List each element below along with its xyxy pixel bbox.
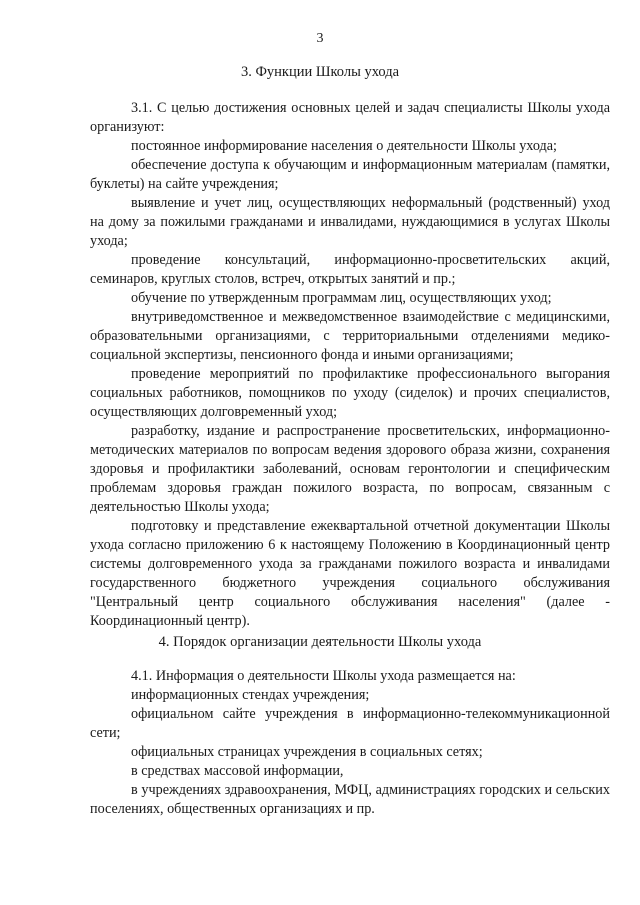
paragraph: обеспечение доступа к обучающим и информационным материалам (памятки, буклеты) на сайте учреждения; — [90, 157, 610, 192]
paragraph: 4.1. Информация о деятельности Школы ухода размещается на: — [131, 668, 516, 684]
section-4-body — [90, 667, 610, 819]
paragraph: официальных страницах учреждения в социальных сетях; — [131, 744, 483, 760]
paragraph: постоянное информирование населения о деятельности Школы ухода; — [131, 138, 557, 154]
paragraph: обучение по утвержденным программам лиц, осуществляющих уход; — [131, 290, 552, 306]
paragraph: разработку, издание и распространение просветительских, информационно-методических материалов по вопросам ведения здорового образа жизни, сохранения здоровья и профилактики заболеваний, основам геронтологии и специфическим проблемам здоровья граждан пожилого возраста, по вопросам, связанным с деятельностью Школы ухода; — [90, 423, 610, 515]
paragraph: официальном сайте учреждения в информационно-телекоммуникационной сети; — [90, 706, 610, 741]
paragraph: внутриведомственное и межведомственное взаимодействие с медицинскими, образовательными организациями, с территориальными отделениями медико-социальной экспертизы, пенсионного фонда и иными организациями; — [90, 309, 610, 363]
paragraph: в средствах массовой информации, — [131, 763, 344, 779]
section-3-heading: 3. Функции Школы ухода — [240, 64, 400, 80]
paragraph: информационных стендах учреждения; — [131, 687, 370, 703]
paragraph: выявление и учет лиц, осуществляющих неформальный (родственный) уход на дому за пожилыми гражданами и инвалидами, нуждающимися в услугах Школы ухода; — [90, 195, 610, 249]
section-3-body — [90, 99, 610, 631]
paragraph: подготовку и представление ежеквартальной отчетной документации Школы ухода согласно приложению 6 к настоящему Положению в Координационный центр системы долговременного ухода за гражданами пожилого возраста и инвалидами государственного бюджетного учреждения социального обслуживания "Центральный центр социального обслуживания населения" (далее - Координационный центр). — [90, 518, 610, 629]
paragraph: проведение мероприятий по профилактике профессионального выгорания социальных работников, помощников по уходу (сиделок) и прочих специалистов, осуществляющих долговременный уход; — [90, 366, 610, 420]
paragraph: проведение консультаций, информационно-просветительских акций, семинаров, круглых столов, встреч, открытых занятий и пр.; — [90, 252, 610, 287]
page-number: 3 — [316, 31, 324, 46]
paragraph: 3.1. С целью достижения основных целей и задач специалисты Школы ухода организуют: — [90, 100, 610, 135]
paragraph: в учреждениях здравоохранения, МФЦ, администрациях городских и сельских поселениях, общественных организациях и пр. — [90, 782, 610, 817]
section-4-heading: 4. Порядок организации деятельности Школы ухода — [158, 634, 482, 650]
